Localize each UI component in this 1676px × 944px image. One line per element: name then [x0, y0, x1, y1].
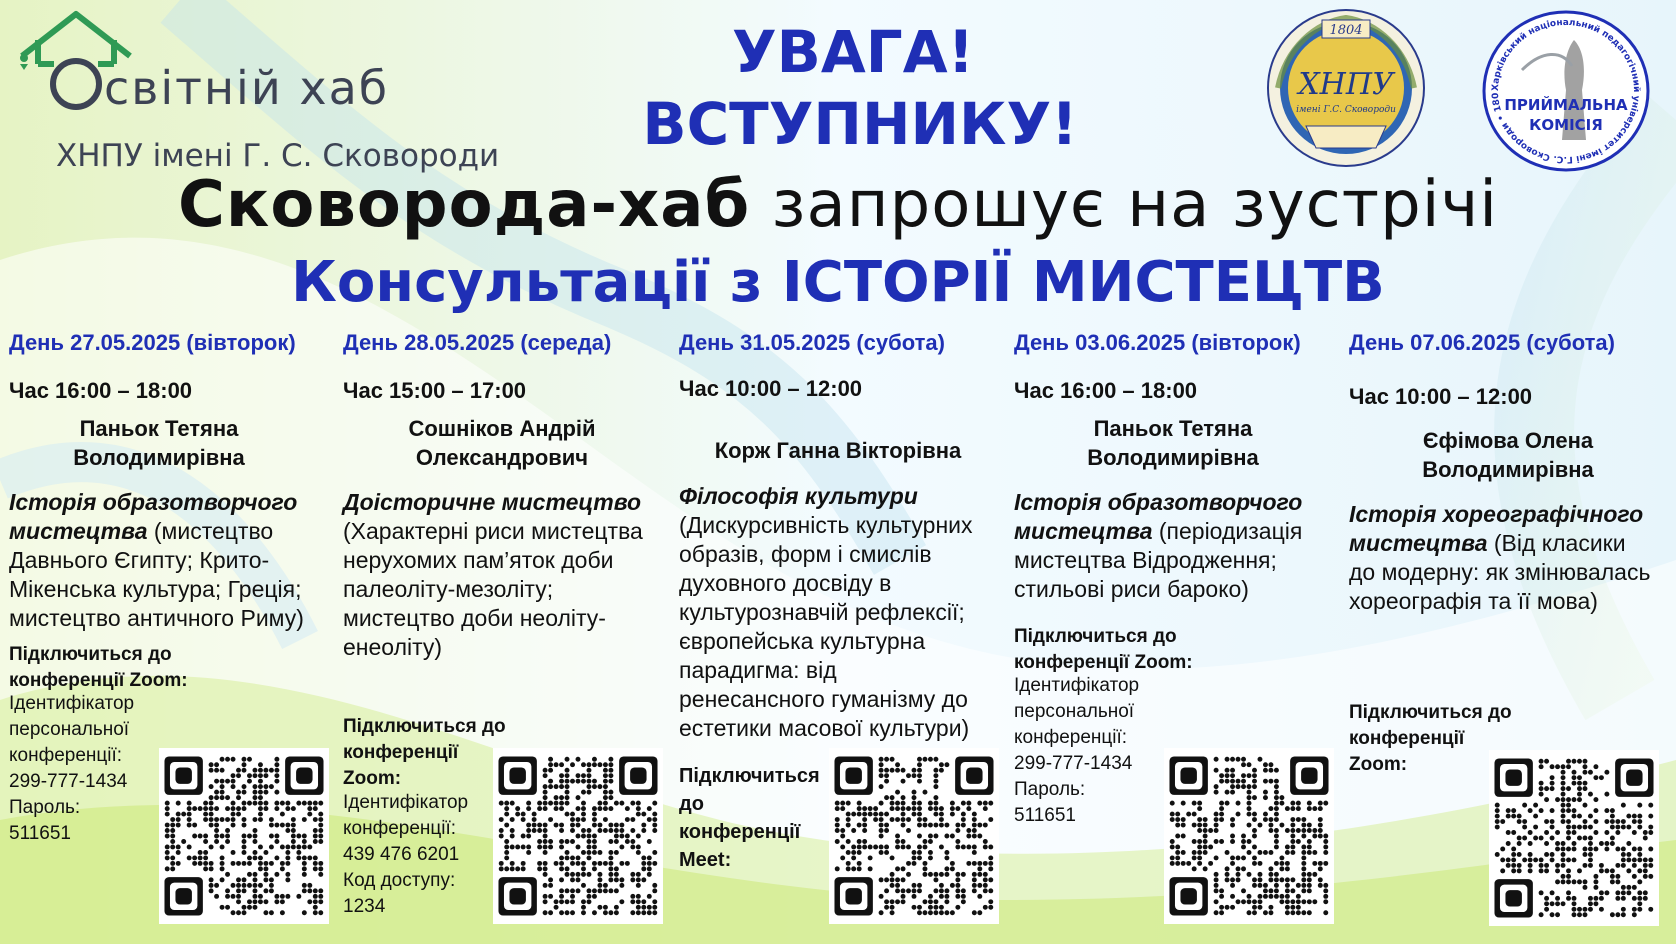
qr-code-icon[interactable] [493, 748, 663, 924]
session-description [9, 488, 339, 633]
session-topic: Історія хореографічного [1349, 501, 1644, 527]
session-time: Час 10:00 – 12:00 [679, 376, 863, 401]
lecturer-line: Сошніков Андрій [408, 416, 596, 441]
session-lecturer [343, 414, 661, 472]
lecturer-line: Володимирівна [1087, 445, 1259, 470]
detail-line: (Від класики [1487, 530, 1626, 556]
detail-line: до модерну: як змінювалась [1349, 559, 1651, 585]
session-lecturer [1014, 414, 1332, 472]
zoom-info: Ідентифікатор персональної конференції: 299-777-1434 Пароль: 511651 [1014, 675, 1140, 826]
attention-heading: УВАГА! [731, 18, 975, 86]
university-seal [1266, 8, 1426, 168]
detail-line: мистецтва Відродження; [1014, 547, 1277, 573]
session-description [343, 488, 673, 662]
session-description [679, 482, 1009, 743]
session-time: Час 16:00 – 18:00 [9, 378, 193, 403]
join-label: Підключиться до конференції Zoom: [1349, 702, 1512, 775]
qr-code-icon[interactable] [1164, 748, 1334, 924]
session-day: День 31.05.2025 (субота) [679, 330, 945, 355]
detail-line: духовного досвіду в [679, 570, 892, 596]
detail-line: мистецтво доби неоліту- [343, 605, 606, 631]
session-lecturer [9, 414, 309, 472]
detail-line: ренесансного гуманізму до [679, 686, 968, 712]
detail-line: європейська культурна [679, 628, 926, 654]
seal-line1: ПРИЙМАЛЬНА [1504, 96, 1628, 114]
session-topic: Доісторичне мистецтво [343, 489, 642, 515]
session-topic: мистецтва [1014, 518, 1153, 544]
detail-line: Мікенська культура; Греція; [9, 576, 302, 602]
detail-line: енеоліту) [343, 634, 443, 660]
lecturer-line: Корж Ганна Вікторівна [714, 438, 962, 463]
detail-line: нерухомих пам’яток доби [343, 547, 614, 573]
seal-ring-text: Харківський національний педагогічний університет імені Г.С. Сковороди • 180 [1490, 17, 1642, 165]
join-label: Підключиться до конференції Zoom: [1014, 626, 1193, 673]
detail-line: палеоліту-мезоліту; [343, 576, 554, 602]
detail-line: естетики масової культури) [679, 715, 970, 741]
detail-line: (мистецтво [147, 518, 274, 544]
seal-year: 1804 [1329, 23, 1363, 38]
session-topic: Філософія культури [679, 483, 918, 509]
session-description [1014, 488, 1344, 604]
detail-line: (періодизація [1152, 518, 1303, 544]
main-heading-rest: запрошує на зустрічі [750, 168, 1499, 242]
detail-line: культурознавчій рефлексії; [679, 599, 965, 625]
consultation-heading: Консультації з ІСТОРІЇ МИСТЕЦТВ [291, 250, 1385, 315]
session-lecturer [1349, 426, 1667, 484]
qr-code-icon[interactable] [159, 748, 329, 924]
detail-line: мистецтво античного Риму) [9, 605, 304, 631]
main-heading [0, 168, 1676, 242]
session-day: День 27.05.2025 (вівторок) [9, 330, 296, 355]
session-day: День 07.06.2025 (субота) [1349, 330, 1615, 355]
lecturer-line: Паньок Тетяна [1093, 416, 1253, 441]
session-topic: мистецтва [9, 518, 148, 544]
logo-subtitle: ХНПУ імені Г. С. Сковороди [56, 138, 500, 174]
qr-code-icon[interactable] [829, 748, 999, 924]
applicant-heading: ВСТУПНИКУ! [642, 90, 1078, 158]
lecturer-line: Паньок Тетяна [79, 416, 239, 441]
lecturer-line: Володимирівна [1422, 457, 1594, 482]
lecturer-line: Єфімова Олена [1422, 428, 1594, 453]
session-day: День 28.05.2025 (середа) [343, 330, 612, 355]
session-lecturer [679, 436, 997, 465]
session-time: Час 10:00 – 12:00 [1349, 384, 1533, 409]
detail-line: образів, форм і смислів [679, 541, 932, 567]
session-topic: мистецтва [1349, 530, 1488, 556]
admission-commission-seal [1482, 10, 1650, 172]
join-label: Підключиться до конференції Meet: [679, 765, 820, 871]
detail-line: хореографія та її мова) [1349, 588, 1598, 614]
session-day: День 03.06.2025 (вівторок) [1014, 330, 1301, 355]
zoom-info: Ідентифікатор конференції: 439 476 6201 Код доступу: 1234 [343, 792, 469, 917]
session-time: Час 16:00 – 18:00 [1014, 378, 1198, 403]
session-topic: Історія образотворчого [1014, 489, 1303, 515]
seal-line2: КОМІСІЯ [1529, 116, 1603, 134]
logo-title: світній хаб [50, 58, 389, 115]
detail-line: Давнього Єгипту; Крито- [9, 547, 270, 573]
session-topic: Історія образотворчого [9, 489, 298, 515]
main-heading-bold: Сковорода-хаб [177, 168, 751, 242]
session-time: Час 15:00 – 17:00 [343, 378, 527, 403]
session-description [1349, 500, 1671, 616]
detail-line: стильові риси бароко) [1014, 576, 1249, 602]
detail-line: (Дискурсивність культурних [679, 512, 973, 538]
zoom-info: Ідентифікатор персональної конференції: 299-777-1434 Пароль: 511651 [9, 693, 135, 844]
join-label: Підключиться до конференції Zoom: [9, 644, 188, 691]
detail-line: (Характерні риси мистецтва [343, 518, 643, 544]
lecturer-line: Володимирівна [73, 445, 245, 470]
seal-name: імені Г.С. Сковороди [1296, 105, 1396, 115]
lecturer-line: Олександрович [415, 445, 589, 470]
detail-line: парадигма: від [679, 657, 837, 683]
qr-code-icon[interactable] [1489, 750, 1659, 926]
join-label: Підключиться до конференції Zoom: [343, 716, 506, 789]
seal-abbr: ХНПУ [1298, 67, 1394, 102]
